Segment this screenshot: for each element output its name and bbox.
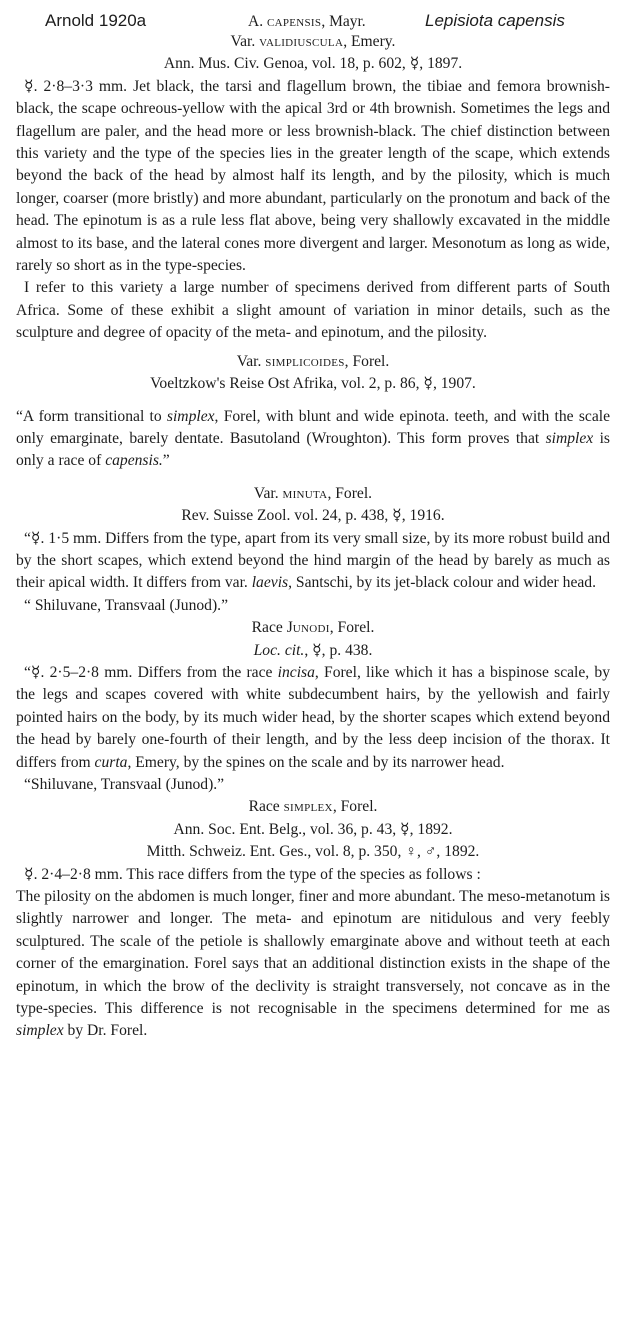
section-reference: Loc. cit., ☿, p. 438.: [253, 641, 373, 659]
description-paragraph: The pilosity on the abdomen is much longer, finer and more abundant. The meso-metanotum is slightly narrower and longer. The meta- and epinotum are nitidulous and very feebly sculptured. The scale of the petiole is shallowly emarginate above and without teeth at each corner of the emargination. Forel says that an additional distinction exists in the shape of the epinotum, in which the brow of the declivity is straight transversely, not concave as in the type-species. This difference is not recognisable in the specimens determined for me as simplex by Dr. Forel.: [16, 888, 610, 1040]
quote-paragraph: “☿. 1·5 mm. Differs from the type, apart from its very small size, by its more robust build and by the short scapes, which extend beyond the hind margin of the head by barely as much as their apical width. It differs from var. laevis, Santschi, by its jet-black colour and wider head.: [16, 529, 610, 592]
section-title: Var. minuta, Forel.: [253, 484, 373, 502]
quote-paragraph: “☿. 2·5–2·8 mm. Differs from the race incisa, Forel, like which it has a bispinose scale, by the legs and scapes covered with white subdecumbent hairs, by the yellowish and fairly pointed hairs on the body, by its much wider head, by the shorter scapes which extend beyond the head by barely one-fourth of their length, and by the less deep incision of the thorax. It differs from curta, Emery, by the spines on the scale and by its narrower head.: [16, 663, 611, 771]
section-reference-2: Mitth. Schweiz. Ent. Ges., vol. 8, p. 350, ♀, ♂, 1892.: [146, 843, 480, 861]
section-title: Var. simplicoides, Forel.: [236, 352, 390, 370]
species-label: Lepisiota capensis: [425, 11, 565, 30]
section-reference: Ann. Soc. Ent. Belg., vol. 36, p. 43, ☿, 1892.: [173, 820, 453, 838]
section-title: Var. validiuscula, Emery.: [230, 33, 396, 50]
section-title: Race Junodi, Forel.: [251, 619, 375, 637]
section-reference: Rev. Suisse Zool. vol. 24, p. 438, ☿, 1916.: [181, 507, 445, 525]
locality-line: “Shiluvane, Transvaal (Junod).”: [24, 776, 225, 793]
running-head: A. capensis, Mayr.: [248, 13, 366, 30]
document-body: [16, 31, 610, 1043]
description-paragraph: I refer to this variety a large number of specimens derived from different parts of South Africa. Some of these exhibit a slight amount of variation in minor details, such as the sculpture and degree of opacity of the meta- and epinotum, and the pilosity.: [16, 279, 610, 342]
quote-paragraph: “A form transitional to simplex, Forel, with blunt and wide epinota. teeth, and with the scale only emarginate, barely dentate. Basutoland (Wroughton). This form proves that simplex is only a race of capensis.”: [16, 407, 611, 470]
locality-line: “ Shiluvane, Transvaal (Junod).”: [24, 596, 228, 614]
description-paragraph: ☿. 2·8–3·3 mm. Jet black, the tarsi and flagellum brown, the tibiae and femora brownish-black, the scape ochreous-yellow with the apical 3rd or 4th brownish. Sometimes the legs and flagellum are paler, and the head more or less brownish-black. The chief distinction between this variety and the type of the species lies in the greater length of the scape, which extends beyond the back of the head by almost half its length, and by the pilosity, which is much longer, coarser (more bristly) and more abundant, particularly on the pronotum and back of the head. The epinotum is as a rule less flat above, being very shallowly excavated in the middle almost to its base, and the lateral cones more divergent and larger. Mesonotum as long as wide, rarely so short as in the type-species.: [16, 77, 610, 275]
description-paragraph: ☿. 2·4–2·8 mm. This race differs from the type of the species as follows :: [24, 865, 481, 883]
citation-label: Arnold 1920a: [45, 11, 147, 30]
section-reference: Ann. Mus. Civ. Genoa, vol. 18, p. 602, ☿, 1897.: [163, 55, 463, 73]
section-title: Race simplex, Forel.: [248, 798, 378, 816]
section-reference: Voeltzkow's Reise Ost Afrika, vol. 2, p. 86, ☿, 1907.: [150, 375, 476, 393]
